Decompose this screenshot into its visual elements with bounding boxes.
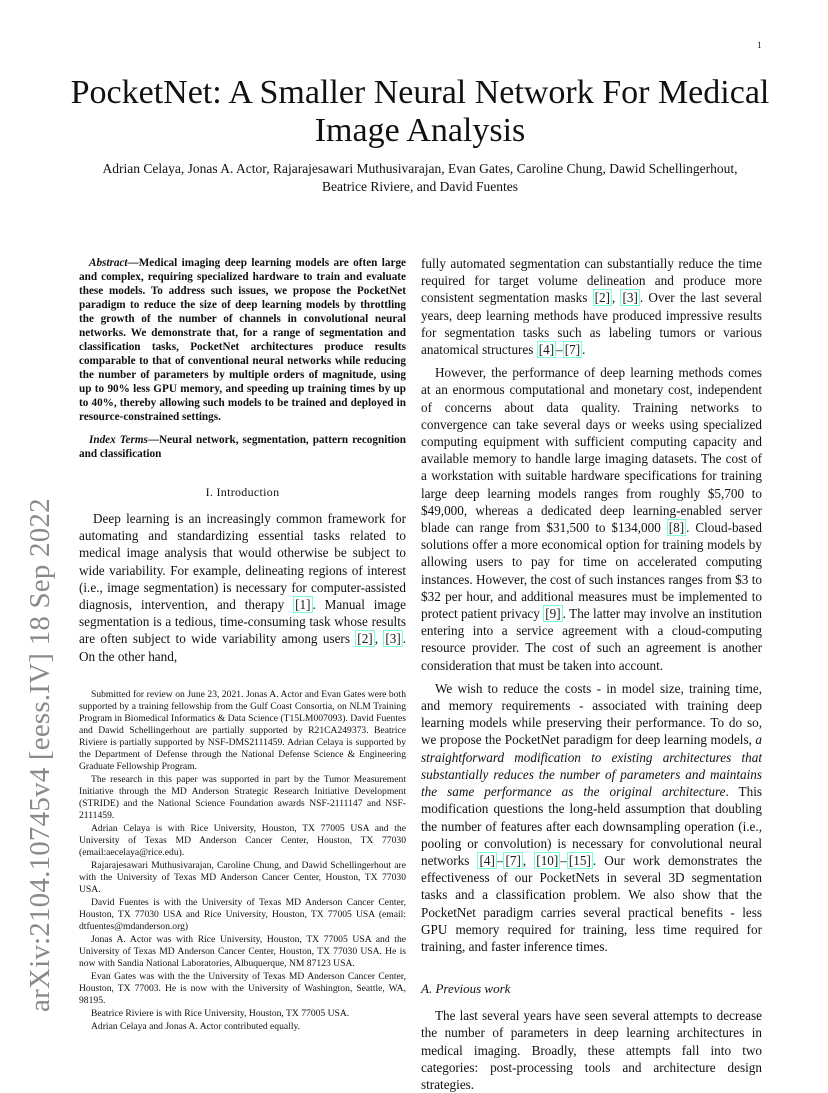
citation-link[interactable]: [4] <box>538 342 555 358</box>
citation-link[interactable]: [15] <box>568 852 591 868</box>
text-run: , <box>611 290 621 306</box>
citation-link[interactable]: [4] <box>479 852 495 868</box>
footnote-affiliation-celaya: Adrian Celaya is with Rice University, Houston, TX 77005 USA and the University of Texas MD Anderson Cancer Center, Houston, TX 77030 (email:aecelaya@rice.edu). <box>79 822 406 858</box>
citation-link[interactable]: [3] <box>385 631 401 647</box>
text-run: , <box>522 852 535 868</box>
abstract-label: Abstract <box>89 257 128 269</box>
text-run: . The latter may involve an institution entering into a service agreement with a cloud-computing resource provider. The cost of such an agreement is another consideration that must be taken into account. <box>421 606 762 673</box>
text-run: . Over the last several years, deep learning methods have produced impressive results for segmentation tasks such as labeling tumors or various anatomical structures <box>421 290 762 358</box>
paper-title: PocketNet: A Smaller Neural Network For Medical Image Analysis <box>70 74 770 149</box>
text-run: . On the other hand, <box>79 631 407 664</box>
citation-link[interactable]: [7] <box>505 852 521 868</box>
footnote-affiliation-mdacc: Rajarajesawari Muthusivarajan, Caroline Chung, and Dawid Schellingerhout are with the University of Texas MD Anderson Cancer Center, Houston, TX 77030 USA. <box>79 859 406 895</box>
subsection-heading-previous-work: A. Previous work <box>421 981 511 997</box>
text-run: – <box>496 852 504 868</box>
text-run: , <box>374 631 384 647</box>
text-run: fully automated segmentation can substantially reduce the time required for target volume delineation and produce more consistent segmentation masks <box>421 256 762 306</box>
citation-link[interactable]: [3] <box>622 290 638 306</box>
text-run: . This modification questions the long-held assumption that doubling the number of features after each downsampling operation (i.e., pooling or convolution) is necessary for convolutional neural networks <box>421 784 762 868</box>
text-run: We wish to reduce the costs - in model size, training time, and memory requirements - associated with training deep learning models while preserving their performance. To do so, we propose the PocketNet paradigm for deep learning models, <box>421 680 762 748</box>
text-run: Deep learning is an increasingly common framework for automating and standardizing essential tasks related to medical image analysis that would otherwise be subject to wide variability. For example, delineating regions of interest (i.e., image segmentation) is necessary for computer-assisted diagnosis, intervention, and therapy <box>79 511 406 613</box>
footnote-funding: Submitted for review on June 23, 2021. Jonas A. Actor and Evan Gates were both supported by a training fellowship from the Gulf Coast Consortia, on NLM Training Program in Biomedical Informatics & Data Science (T15LM007093). David Fuentes and Dawid Schellingerhout are partially supported by R21CA249373. Beatrice Riviere is partially supported by NSF-DMS2111459. Adrian Celaya is supported by the Department of Defense through the National Defense Science & Engineering Graduate Fellowship Program. <box>79 688 406 772</box>
footnote-research-support: The research in this paper was supported in part by the Tumor Measurement Initiative through the MD Anderson Strategic Research Initiative Development (STRIDE) and the National Science Foundation awards NSF-2111147 and NSF-2111459. <box>79 773 406 821</box>
page-number: 1 <box>757 40 762 50</box>
footnote-equal-contribution: Adrian Celaya and Jonas A. Actor contributed equally. <box>91 1020 301 1032</box>
abstract <box>79 256 406 424</box>
text-run: . Cloud-based solutions offer a more economical option for training models by allowing users to pay for time on accelerated computing instances. However, the cost of such instances ranges from $3 to $32 per hour, and additional measures must be implemented to protect patient privacy <box>421 520 762 622</box>
footnote-affiliation-riviere: Beatrice Riviere is with Rice University, Houston, TX 77005 USA. <box>91 1007 350 1019</box>
emphasized-text: a straightforward modification to existing architectures that substantially reduces the number of parameters and maintains the same performance as the original architecture <box>421 732 762 800</box>
citation-link[interactable]: [7] <box>564 342 581 358</box>
index-terms <box>79 433 406 461</box>
text-run: However, the performance of deep learning methods comes at an enormous computational and monetary cost, independent of concerns about data quality. Training networks to convergence can take several days or weeks using specialized computing equipment with sufficient computing capacity and available memory to handle large imaging datasets. The cost of a workstation with suitable hardware specifications for training large deep learning models ranges from roughly $5,700 to $49,000, whereas a dedicated deep learning-enabled server blade can range from $31,500 to $134,000 <box>421 365 762 536</box>
body-paragraph-1 <box>421 255 762 358</box>
citation-link[interactable]: [8] <box>668 520 685 536</box>
citation-link[interactable]: [2] <box>594 290 610 306</box>
text-run: . <box>582 342 586 358</box>
intro-paragraph <box>79 510 406 665</box>
index-terms-label: Index Terms <box>89 434 148 446</box>
arxiv-identifier-stamp: arXiv:2104.10745v4 [eess.IV] 18 Sep 2022 <box>24 498 56 1012</box>
body-paragraph-2 <box>421 364 762 674</box>
right-column <box>421 255 762 1093</box>
body-paragraph-4: The last several years have seen several attempts to decrease the number of parameters in deep learning architectures in medical imaging. Broadly, these attempts fall into two categories: post-processing tools and architecture design strategies. <box>421 1008 762 1092</box>
footnotes <box>79 689 406 1033</box>
footnote-affiliation-actor: Jonas A. Actor was with Rice University, Houston, TX 77005 USA and the University of Texas MD Anderson Cancer Center, Houston, TX 77030 USA. He is now with Sandia National Laboratories, Albuquerque, NM 87123 USA. <box>79 933 406 969</box>
abstract-text: —Medical imaging deep learning models are often large and complex, requiring specialized hardware to train and evaluate these models. To address such issues, we propose the PocketNet paradigm to reduce the size of deep learning models by throttling the growth of the number of channels in convolutional neural networks. We demonstrate that, for a range of segmentation and classification tasks, PocketNet architectures produce results comparable to that of conventional neural networks while reducing the number of parameters by multiple orders of magnitude, using up to 90% less GPU memory, and speeding up training times by up to 40%, thereby allowing such models to be trained and deployed in resource-constrained settings. <box>79 257 406 423</box>
citation-link[interactable]: [9] <box>545 606 561 622</box>
left-column <box>79 256 406 1034</box>
author-list: Adrian Celaya, Jonas A. Actor, Rajarajesawari Muthusivarajan, Evan Gates, Caroline Chung, Dawid Schellingerhout, Beatrice Riviere, and David Fuentes <box>102 161 738 194</box>
body-paragraph-3 <box>421 680 762 955</box>
section-heading-introduction: I. Introduction <box>205 485 280 499</box>
text-run: – <box>556 342 563 358</box>
citation-link[interactable]: [2] <box>357 631 373 647</box>
footnote-affiliation-fuentes: David Fuentes is with the University of Texas MD Anderson Cancer Center, Houston, TX 77030 USA and Rice University, Houston, TX 77005 USA (email: dtfuentes@mdanderson.org) <box>79 896 406 932</box>
text-run: . Manual image segmentation is a tedious, time-consuming task whose results are often subject to wide variability among users <box>79 597 406 647</box>
citation-link[interactable]: [1] <box>295 597 311 613</box>
citation-link[interactable]: [10] <box>536 852 559 868</box>
footnote-affiliation-gates: Evan Gates was with the the University of Texas MD Anderson Cancer Center, Houston, TX 77003. He is now with the University of Washington, Seattle, WA, 98195. <box>79 970 406 1006</box>
text-run: – <box>560 852 567 868</box>
index-terms-text: —Neural network, segmentation, pattern recognition and classification <box>79 434 406 460</box>
text-run: . Our work demonstrates the effectiveness of our PocketNets in several 3D segmentation tasks and a classification problem. We also show that the PocketNet paradigm carries several practical benefits - less GPU memory required for training, less time required for training, and faster inference times. <box>421 852 762 954</box>
